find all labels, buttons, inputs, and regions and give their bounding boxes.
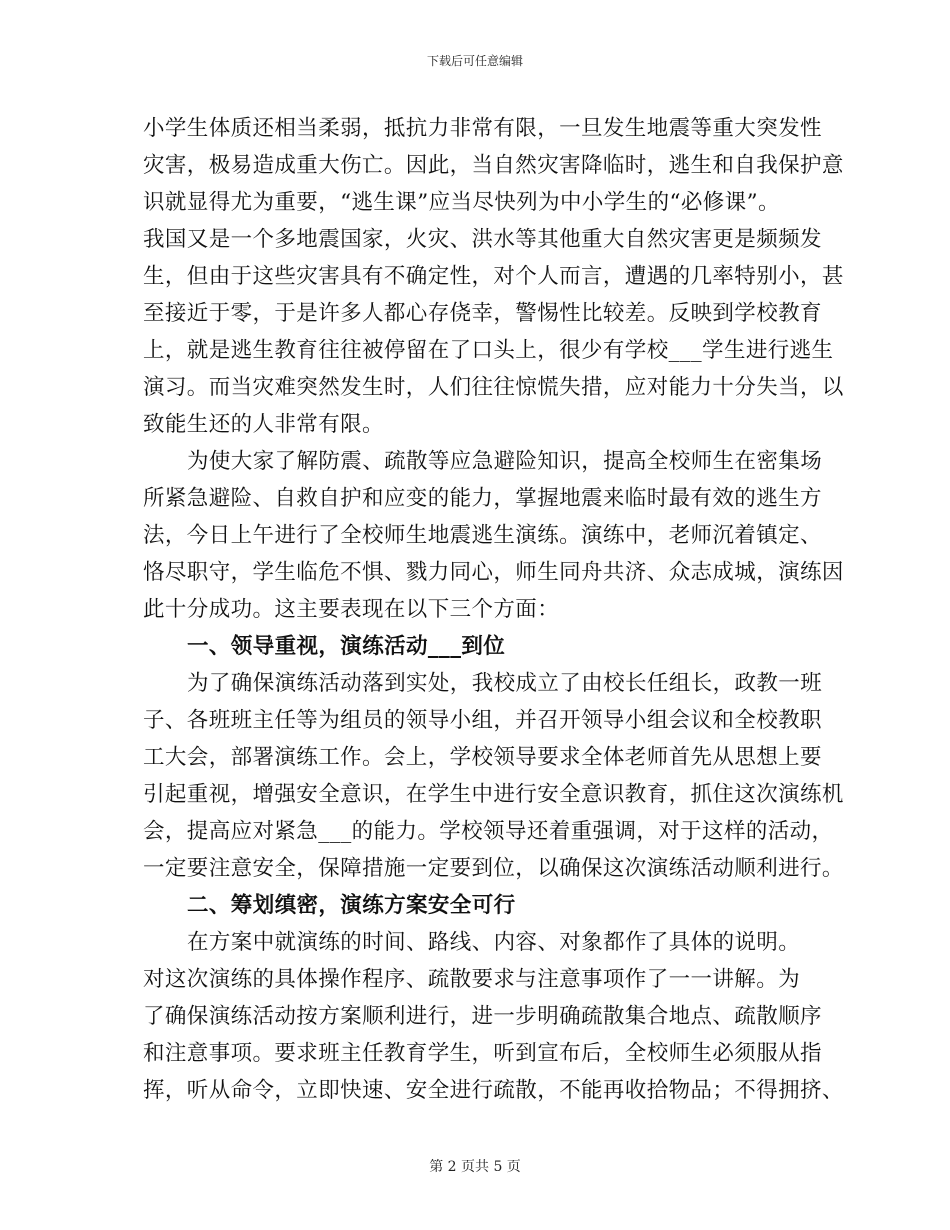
text-line: 引起重视，增强安全意识，在学生中进行安全意识教育，抓住这次演练机 (143, 782, 844, 807)
text-line: 为使大家了解防震、疏散等应急避险知识，提高全校师生在密集场 (187, 449, 823, 474)
page-header: 下载后可任意编辑 (426, 54, 523, 68)
text-line: 此十分成功。这主要表现在以下三个方面： (143, 597, 560, 622)
page-footer: 第 2 页共 5 页 (429, 1159, 521, 1175)
text-line: 在方案中就演练的时间、路线、内容、对象都作了具体的说明。 (187, 930, 801, 955)
section-heading: 一、领导重视，演练活动___到位 (187, 634, 506, 659)
text-line: 生，但由于这些灾害具有不确定性，对个人而言，遭遇的几率特别小，甚 (143, 264, 844, 289)
text-line: 上，就是逃生教育往往被停留在了口头上，很少有学校___学生进行逃生 (143, 338, 834, 363)
text-line: 至接近于零，于是许多人都心存侥幸，警惕性比较差。反映到学校教育 (143, 301, 822, 326)
section-heading: 二、筹划缜密，演练方案安全可行 (187, 893, 516, 918)
text-line: 工大会，部署演练工作。会上，学校领导要求全体老师首先从思想上要 (143, 745, 822, 770)
text-line: 为了确保演练活动落到实处，我校成立了由校长任组长，政教一班 (187, 671, 823, 696)
text-line: 识就显得尤为重要，“逃生课”应当尽快列为中小学生的“必修课”。 (143, 190, 780, 215)
text-line: 我国又是一个多地震国家，火灾、洪水等其他重大自然灾害更是频频发 (143, 227, 822, 252)
text-line: 小学生体质还相当柔弱，抵抗力非常有限，一旦发生地震等重大突发性 (143, 116, 822, 141)
text-line: 子、各班班主任等为组员的领导小组，并召开领导小组会议和全校教职 (143, 708, 822, 733)
text-line: 演习。而当灾难突然发生时，人们往往惊慌失措，应对能力十分失当，以 (143, 375, 844, 400)
text-line: 所紧急避险、自救自护和应变的能力，掌握地震来临时最有效的逃生方 (143, 486, 822, 511)
text-line: 致能生还的人非常有限。 (143, 412, 384, 437)
text-line: 挥，听从命令，立即快速、安全进行疏散，不能再收拾物品；不得拥挤、 (143, 1078, 844, 1103)
text-line: 灾害，极易造成重大伤亡。因此，当自然灾害降临时，逃生和自我保护意 (143, 153, 844, 178)
document-body (143, 110, 844, 1109)
text-line: 了确保演练活动按方案顺利进行，进一步明确疏散集合地点、疏散顺序 (143, 1004, 822, 1029)
text-line: 恪尽职守，学生临危不惧、戮力同心，师生同舟共济、众志成城，演练因 (143, 560, 844, 585)
text-line: 对这次演练的具体操作程序、疏散要求与注意事项作了一一讲解。为 (143, 967, 801, 992)
text-line: 法，今日上午进行了全校师生地震逃生演练。演练中，老师沉着镇定、 (143, 523, 822, 548)
text-line: 一定要注意安全，保障措施一定要到位，以确保这次演练活动顺利进行。 (143, 856, 844, 881)
text-line: 会，提高应对紧急___的能力。学校领导还着重强调，对于这样的活动， (143, 819, 834, 844)
text-line: 和注意事项。要求班主任教育学生，听到宣布后，全校师生必须服从指 (143, 1041, 822, 1066)
